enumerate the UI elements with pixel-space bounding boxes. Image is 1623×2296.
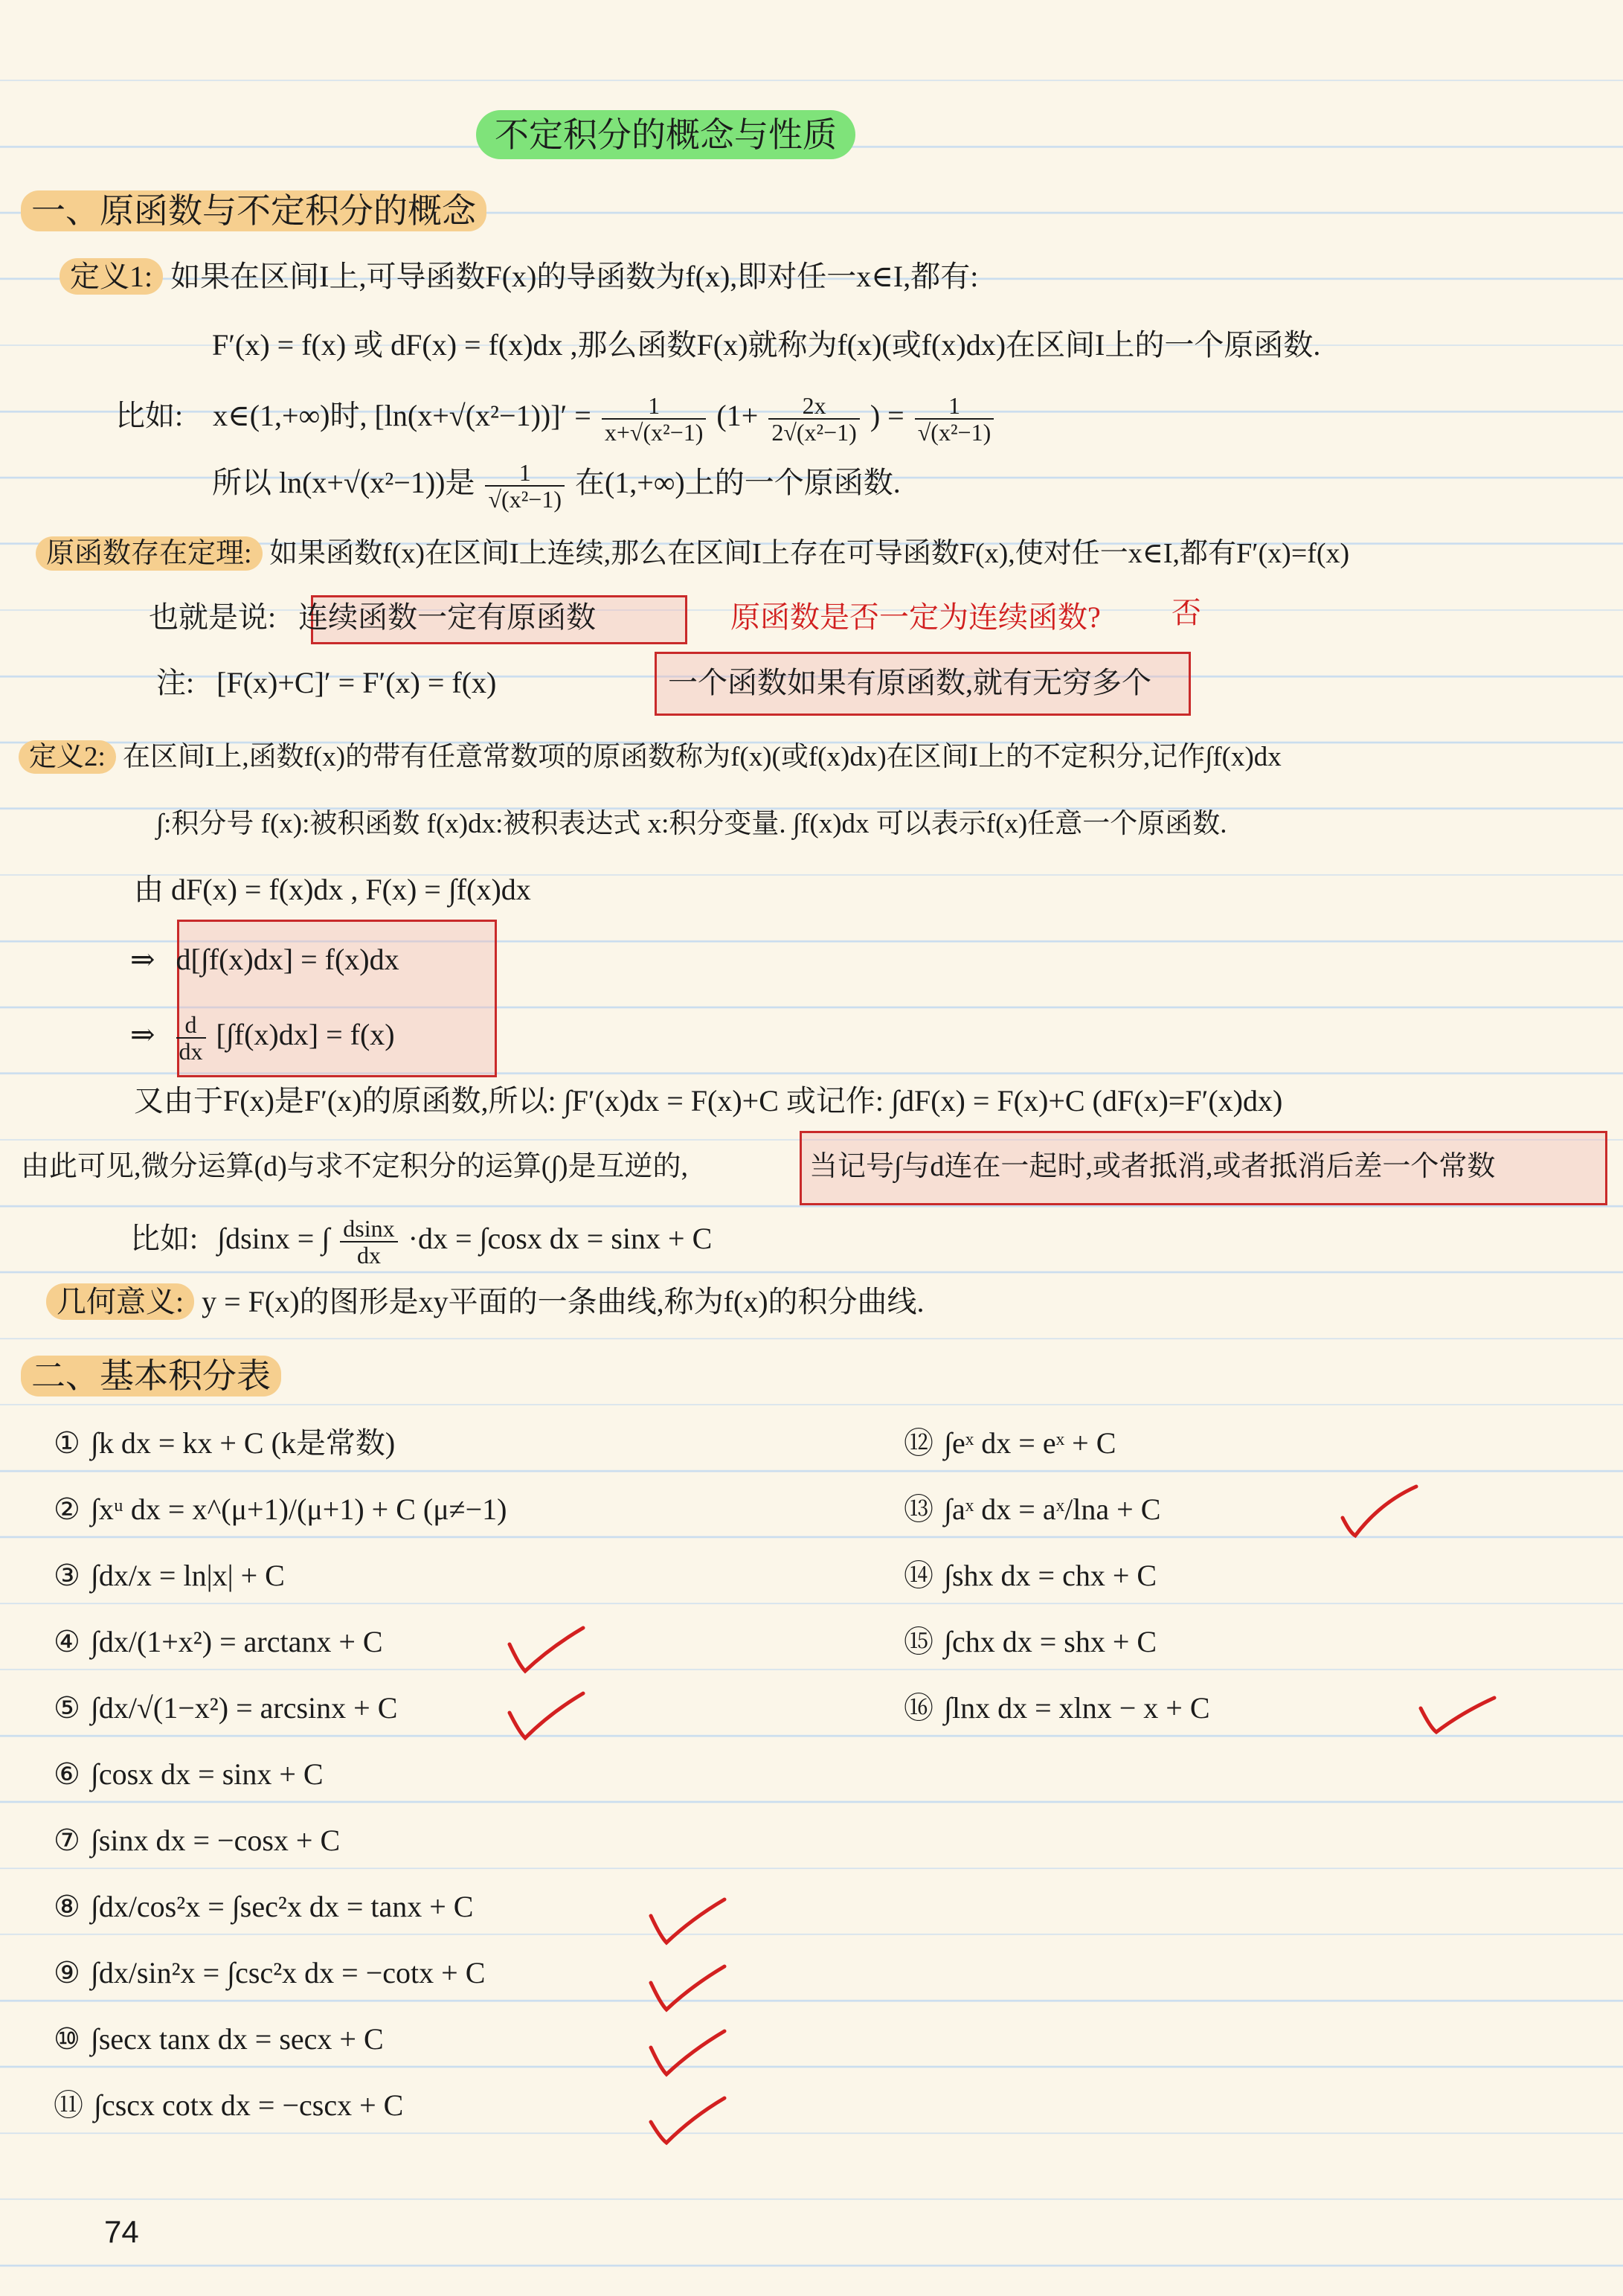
theorem-restate: 也就是说: 连续函数一定有原函数	[149, 600, 597, 634]
formula-number: ⑩	[54, 2022, 80, 2056]
integral-formula-row	[54, 1820, 340, 1862]
theorem-line	[36, 533, 1349, 574]
integral-formula-row	[904, 1489, 1160, 1530]
also-line: 又由于F(x)是F′(x)的原函数,所以: ∫F′(x)dx = F(x)+C 或记作: ∫dF(x) = F(x)+C (dF(x)=F′(x)dx)	[134, 1084, 1283, 1117]
check-mark-icon	[506, 1622, 588, 1681]
integral-formula-row	[54, 1621, 383, 1663]
formula-number: ⑧	[54, 1890, 80, 1923]
integral-formula-row	[54, 1423, 395, 1464]
formula-text: ∫dx/sin²x = ∫csc²x dx = −cotx + C	[90, 1956, 486, 1989]
section-1-heading: 一、原函数与不定积分的概念	[21, 189, 486, 234]
inverse-operation-text: 当记号∫与d连在一起时,或者抵消,或者抵消后差一个常数	[809, 1151, 1496, 1182]
formula-text: ∫aˣ dx = aˣ/lna + C	[944, 1492, 1161, 1526]
formula-text: ∫sinx dx = −cosx + C	[90, 1824, 341, 1857]
integral-formula-row	[54, 1687, 397, 1729]
integral-formula-row	[904, 1555, 1157, 1597]
formula-number: ①	[54, 1426, 80, 1460]
formula-number: ⑫	[904, 1426, 933, 1460]
formula-text: ∫dx/√(1−x²) = arcsinx + C	[90, 1691, 398, 1725]
integral-formula-row	[54, 1555, 285, 1597]
def1-line	[60, 256, 978, 298]
formula-text: ∫cosx dx = sinx + C	[90, 1757, 324, 1791]
visibility-line: 由此可见,微分运算(d)与求不定积分的运算(∫)是互逆的,	[21, 1151, 689, 1182]
integral-formula-row	[54, 1754, 324, 1795]
integral-formula-row	[904, 1423, 1116, 1464]
formula-text: ∫dx/cos²x = ∫sec²x dx = tanx + C	[90, 1890, 474, 1923]
theorem-label: 原函数存在定理:	[36, 536, 263, 571]
check-mark-icon	[1339, 1481, 1421, 1540]
note-line: 注: [F(x)+C]′ = F′(x) = f(x)	[156, 666, 497, 699]
check-mark-icon	[1417, 1683, 1499, 1742]
formula-number: ⑯	[904, 1691, 933, 1725]
formula-number: ⑮	[904, 1625, 933, 1658]
integral-formula-row	[904, 1621, 1157, 1663]
by-line: 由 dF(x) = f(x)dx , F(x) = ∫f(x)dx	[134, 873, 531, 906]
note-box-text: 一个函数如果有原函数,就有无穷多个	[668, 666, 1151, 699]
check-mark-icon	[647, 2025, 729, 2085]
formula-number: ⑤	[54, 1691, 80, 1725]
formula-number: ⑨	[54, 1956, 80, 1989]
formula-text: ∫shx dx = chx + C	[944, 1559, 1157, 1592]
page-title: 不定积分的概念与性质	[495, 116, 837, 154]
geometric-meaning-line	[46, 1281, 925, 1323]
integral-formula-row	[54, 2085, 403, 2126]
formula-text: ∫dx/(1+x²) = arctanx + C	[90, 1625, 383, 1658]
def1-formula: F′(x) = f(x) 或 dF(x) = f(x)dx ,那么函数F(x)就称为f(x)(或f(x)dx)在区间I上的一个原函数.	[212, 328, 1321, 362]
example1-line: 比如: x∈(1,+∞)时, [ln(x+√(x²−1))]′ = $\frac{1}{\text{x+√(x²−1)}}$ (1+ $\frac{2x}{\text{2√(x²−1)}}$ ) = $\frac{1}{\text{√(x²−1)}}$	[115, 393, 997, 445]
check-mark-icon	[506, 1687, 588, 1747]
integral-formula-row	[54, 1952, 485, 1994]
theorem-text: 如果函数f(x)在区间I上连续,那么在区间I上存在可导函数F(x),使对任一x∈I,都有F′(x)=f(x)	[269, 538, 1350, 569]
formula-number: ⑪	[54, 2088, 83, 2122]
formula-text: ∫k dx = kx + C (k是常数)	[90, 1426, 396, 1460]
formula-number: ⑭	[904, 1559, 933, 1592]
integral-formula-row	[904, 1687, 1210, 1729]
formula-text: ∫lnx dx = xlnx − x + C	[944, 1691, 1210, 1725]
page-number: 74	[104, 2214, 139, 2249]
formula-number: ⑦	[54, 1824, 80, 1857]
integral-formula-row	[54, 1489, 507, 1530]
geometric-text: y = F(x)的图形是xy平面的一条曲线,称为f(x)的积分曲线.	[202, 1285, 925, 1318]
check-mark-icon	[647, 1893, 729, 1953]
def2-parts: ∫:积分号 f(x):被积函数 f(x)dx:被积表达式 x:积分变量. ∫f(x)dx 可以表示f(x)任意一个原函数.	[156, 809, 1227, 839]
formula-text: ∫secx tanx dx = secx + C	[90, 2022, 384, 2056]
integral-formula-row	[54, 1886, 474, 1928]
formula-number: ⑬	[904, 1492, 933, 1526]
def2-label: 定义2:	[19, 740, 116, 774]
formula-number: ④	[54, 1625, 80, 1658]
formula-number: ②	[54, 1492, 80, 1526]
def1-text: 如果在区间I上,可导函数F(x)的导函数为f(x),即对任一x∈I,都有:	[170, 260, 979, 293]
formula-number: ③	[54, 1559, 80, 1592]
geometric-label: 几何意义:	[46, 1283, 194, 1320]
inverse-line-2: ⇒ $\frac{d}{dx}$ [∫f(x)dx] = f(x)	[130, 1011, 395, 1065]
check-mark-icon	[647, 1960, 729, 2020]
formula-number: ⑥	[54, 1757, 80, 1791]
example2-line: 比如: ∫dsinx = ∫ $\frac{dsinx}{dx}$ ·dx = ∫cosx dx = sinx + C	[130, 1215, 713, 1269]
theorem-question: 原函数是否一定为连续函数?	[730, 600, 1101, 634]
integral-formula-row	[54, 2018, 384, 2060]
theorem-answer: 否	[1172, 596, 1201, 629]
formula-text: ∫xᵘ dx = x^(μ+1)/(μ+1) + C (μ≠−1)	[90, 1492, 507, 1526]
inverse-line-1: ⇒ d[∫f(x)dx] = f(x)dx	[130, 943, 399, 976]
def2-line	[19, 737, 1282, 778]
section-2-heading: 二、基本积分表	[21, 1354, 281, 1399]
formula-text: ∫dx/x = ln|x| + C	[90, 1559, 285, 1592]
formula-text: ∫eˣ dx = eˣ + C	[944, 1426, 1116, 1460]
formula-text: ∫cscx cotx dx = −cscx + C	[94, 2088, 404, 2122]
check-mark-icon	[647, 2092, 729, 2152]
example1-conclusion: 所以 ln(x+√(x²−1))是 $\frac{1}{\text{√(x²−1)}}$ 在(1,+∞)上的一个原函数.	[212, 459, 901, 513]
formula-text: ∫chx dx = shx + C	[944, 1625, 1157, 1658]
def1-label: 定义1:	[60, 258, 163, 295]
def2-text: 在区间I上,函数f(x)的带有任意常数项的原函数称为f(x)(或f(x)dx)在区间I上的不定积分,记作∫f(x)dx	[123, 742, 1282, 772]
